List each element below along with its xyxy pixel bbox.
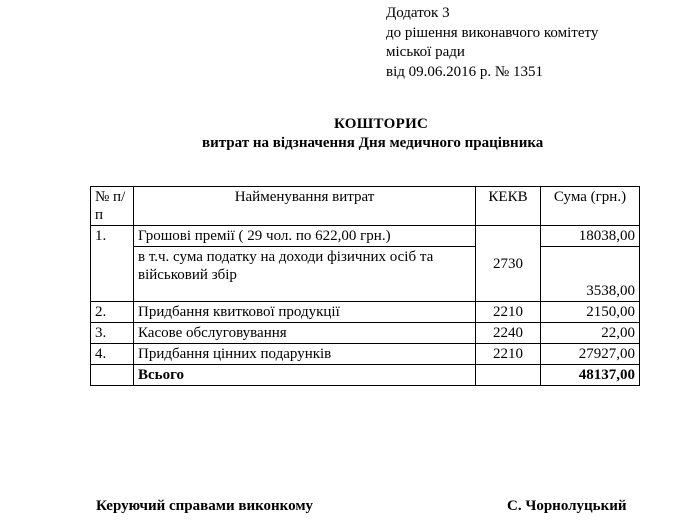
table-row	[91, 302, 640, 323]
row-3-name: Касове обслуговування	[134, 323, 476, 344]
signature-position: Керуючий справами виконкому	[96, 498, 314, 514]
row-3-sum: 22,00	[541, 323, 640, 344]
header-num: № п/п	[91, 187, 134, 226]
row-4-sum: 27927,00	[541, 344, 640, 365]
annex-line-3: міської ради	[386, 44, 465, 60]
total-sum: 48137,00	[541, 365, 640, 386]
row-1-name: Грошові премії ( 29 чол. по 622,00 грн.)	[134, 226, 476, 247]
row-4-name: Придбання цінних подарунків	[134, 344, 476, 365]
budget-table	[90, 186, 640, 386]
signature-name: С. Чорнолуцький	[507, 498, 627, 514]
row-2-sum: 2150,00	[541, 302, 640, 323]
total-num-cell	[91, 365, 134, 386]
row-2-name: Придбання квиткової продукції	[134, 302, 476, 323]
total-kekv-cell	[476, 365, 541, 386]
row-1-sub-name: в т.ч. сума податку на доходи фізичних осіб та військовий збір	[134, 247, 476, 302]
header-sum: Сума (грн.)	[541, 187, 640, 226]
row-3-kekv: 2240	[476, 323, 541, 344]
row-1-kekv: 2730	[476, 226, 541, 302]
title-sub: витрат на відзначення Дня медичного працівника	[202, 135, 544, 151]
total-label: Всього	[134, 365, 476, 386]
row-3-num: 3.	[91, 323, 134, 344]
table-header-row	[91, 187, 640, 226]
title-main: КОШТОРИС	[334, 116, 429, 132]
row-1-sub-sum: 3538,00	[541, 247, 640, 302]
row-4-kekv: 2210	[476, 344, 541, 365]
table-row	[91, 247, 640, 302]
header-name: Найменування витрат	[134, 187, 476, 226]
table-row	[91, 226, 640, 247]
annex-line-1: Додаток 3	[386, 5, 450, 21]
table-row	[91, 344, 640, 365]
row-1-num: 1.	[91, 226, 134, 302]
annex-line-4: від 09.06.2016 р. № 1351	[386, 63, 543, 80]
row-2-num: 2.	[91, 302, 134, 323]
table-row	[91, 323, 640, 344]
row-4-num: 4.	[91, 344, 134, 365]
annex-line-2: до рішення виконавчого комітету	[386, 24, 599, 41]
row-2-kekv: 2210	[476, 302, 541, 323]
table-total-row	[91, 365, 640, 386]
header-kekv: КЕКВ	[476, 187, 541, 226]
row-1-sum: 18038,00	[541, 226, 640, 247]
annex-block	[386, 4, 598, 82]
